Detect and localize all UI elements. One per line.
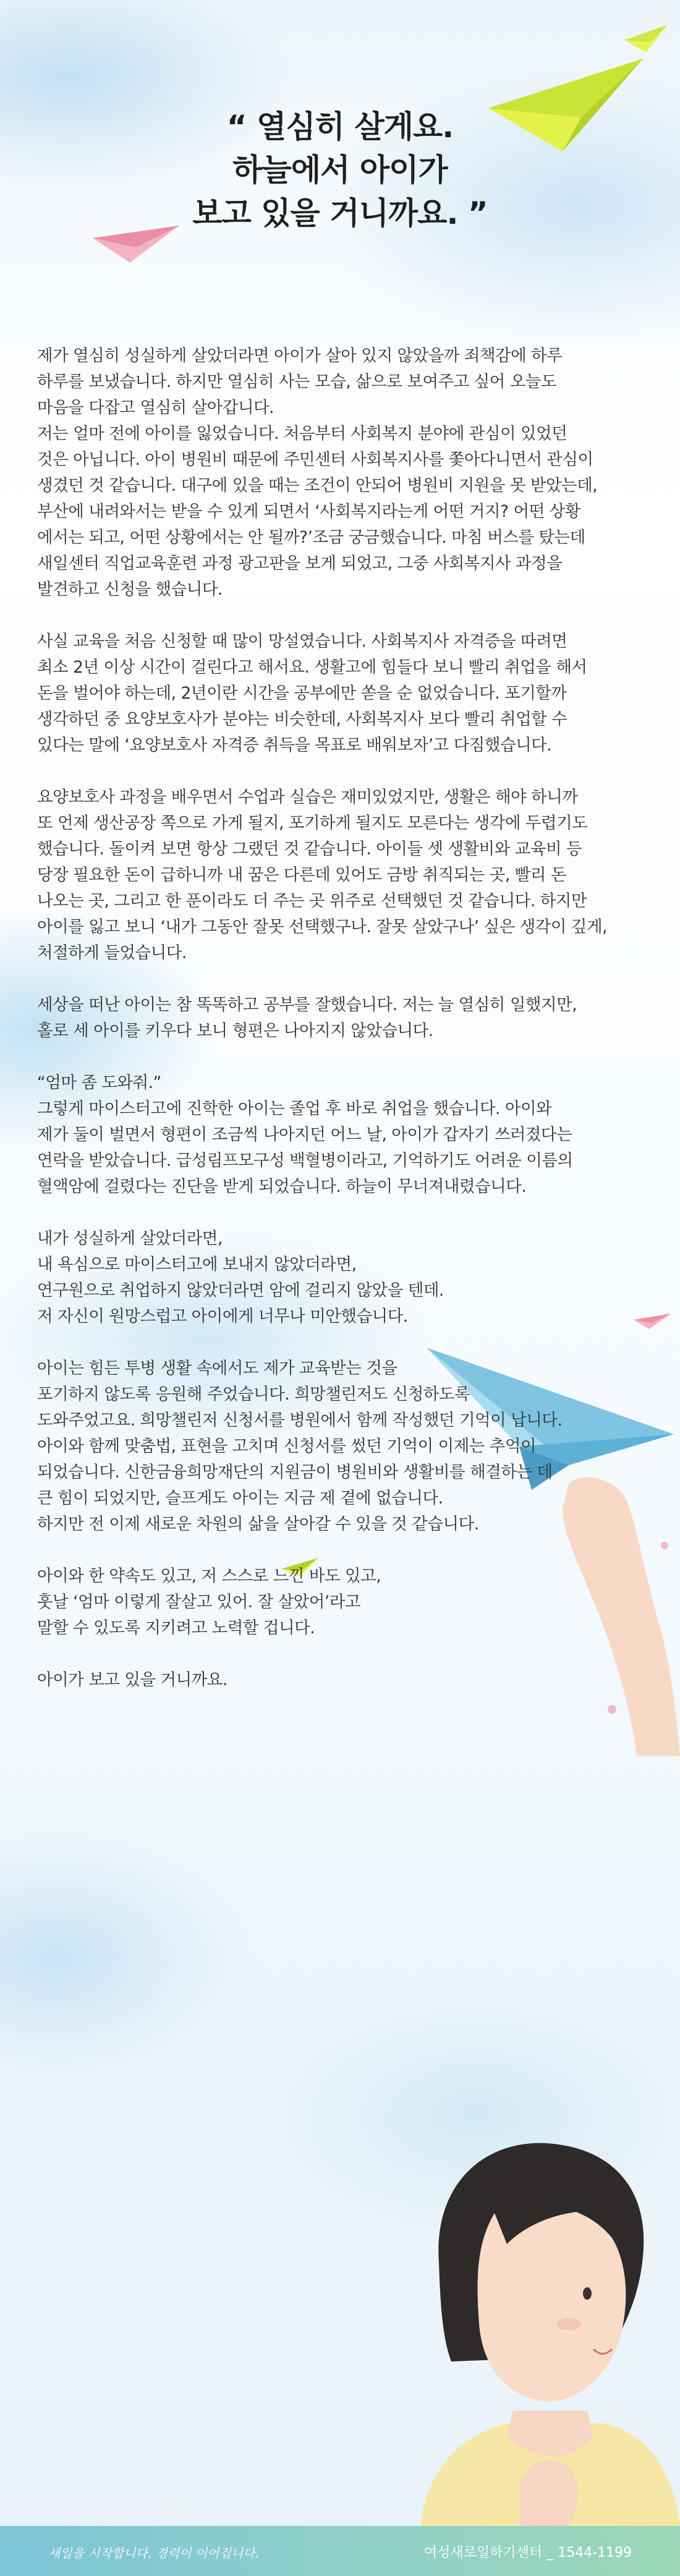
text-line: 나오는 곳, 그리고 한 푼이라도 더 주는 곳 위주로 선택했던 것 같습니다. 하지만 [37, 891, 587, 911]
paragraph-8 [37, 1563, 643, 1641]
text-line: 처절하게 들었습니다. [37, 943, 187, 963]
text-line: 제가 둘이 벌면서 형편이 조금씩 나아지던 어느 날, 아이가 갑자기 쓰러졌다는 [37, 1125, 572, 1144]
text-line: 내가 성실하게 살았더라면, [37, 1229, 223, 1248]
text-line: 홀로 세 아이를 키우다 보니 형편은 나아지지 않았습니다. [37, 1021, 433, 1040]
text-line: 했습니다. 돌이켜 보면 항상 그랬던 것 같습니다. 아이들 셋 생활비와 교육비 등 [37, 840, 582, 859]
text-line: 훗날 ‘엄마 이렇게 잘살고 있어. 잘 살았어’라고 [37, 1592, 361, 1612]
text-line: 말할 수 있도록 지키려고 노력할 겁니다. [37, 1618, 315, 1638]
text-line: 발견하고 신청을 했습니다. [37, 580, 223, 599]
text-line: 저는 얼마 전에 아이를 잃었습니다. 처음부터 사회복지 분야에 관심이 있었던 [37, 424, 567, 443]
text-line: 아이는 힘든 투병 생활 속에서도 제가 교육받는 것을 [37, 1359, 397, 1378]
text-line: 제가 열심히 성실하게 살았더라면 아이가 살아 있지 않았을까 죄책감에 하루 [37, 346, 563, 365]
title-line: “ 열심히 살게요. [226, 109, 454, 145]
text-line: 아이가 보고 있을 거니까요. [37, 1670, 227, 1690]
text-line: “엄마 좀 도와줘.” [37, 1073, 161, 1092]
title-line: 보고 있을 거니까요. ” [192, 195, 488, 231]
text-line: 포기하지 않도록 응원해 주었습니다. 희망챌린저도 신청하도록 [37, 1385, 470, 1404]
text-line: 마음을 다잡고 열심히 살아갑니다. [37, 398, 274, 417]
text-line: 도와주었고요. 희망챌린저 신청서를 병원에서 함께 작성했던 기억이 납니다. [37, 1411, 563, 1430]
paragraph-3 [37, 784, 643, 966]
text-line: 저 자신이 원망스럽고 아이에게 너무나 미안했습니다. [37, 1307, 408, 1326]
text-line: 연락을 받았습니다. 급성림프모구성 백혈병이라고, 기억하기도 어려운 이름의 [37, 1151, 573, 1170]
text-line: 아이와 한 약속도 있고, 저 스스로 느낀 바도 있고, [37, 1566, 381, 1586]
text-line: 내 욕심으로 마이스터고에 보내지 않았더라면, [37, 1255, 357, 1274]
text-line: 돈을 벌어야 하는데, 2년이란 시간을 공부에만 쏟을 순 없었습니다. 포기할까 [37, 684, 567, 703]
footer-slogan: 새일을 시작합니다. 경력이 이어집니다. [48, 2546, 259, 2561]
text-line: 또 언제 생산공장 쪽으로 가게 될지, 포기하게 될지도 모른다는 생각에 두렵기도 [37, 814, 588, 833]
paragraph-9 [37, 1667, 643, 1693]
text-line: 연구원으로 취업하지 않았더라면 암에 걸리지 않았을 텐데. [37, 1281, 444, 1300]
text-line: 것은 아닙니다. 아이 병원비 때문에 주민센터 사회복지사를 쫓아다니면서 관심이 [37, 450, 593, 469]
text-line: 아이를 잃고 보니 ‘내가 그동안 잘못 선택했구나. 잘못 살았구나’ 싶은 생각이 깊게, [37, 917, 608, 937]
paragraph-5 [37, 1070, 643, 1200]
text-line: 생겼던 것 같습니다. 대구에 있을 때는 조건이 안되어 병원비 지원을 못 받았는데, [37, 476, 598, 495]
text-line: 당장 필요한 돈이 급하니까 내 꿈은 다른데 있어도 금방 취직되는 곳, 빨리 돈 [37, 865, 566, 885]
footer-bar [0, 2526, 680, 2576]
text-line: 사실 교육을 처음 신청할 때 많이 망설였습니다. 사회복지사 자격증을 따려면 [37, 632, 567, 651]
text-line: 생각하던 중 요양보호사가 분야는 비슷한데, 사회복지사 보다 빨리 취업할 수 [37, 710, 567, 729]
text-line: 하지만 전 이제 새로운 차원의 삶을 살아갈 수 있을 것 같습니다. [37, 1515, 479, 1534]
text-line: 그렇게 마이스터고에 진학한 아이는 졸업 후 바로 취업을 했습니다. 아이와 [37, 1099, 552, 1118]
footer-contact: 여성새로일하기센터 _ 1544-1199 [423, 2545, 632, 2561]
text-line: 부산에 내려와서는 받을 수 있게 되면서 ‘사회복지라는게 어떤 거지? 어떤 상황 [37, 502, 580, 521]
text-line: 세상을 떠난 아이는 참 똑똑하고 공부를 잘했습니다. 저는 늘 열심히 일했지만, [37, 995, 577, 1014]
text-line: 에서는 되고, 어떤 상황에서는 안 될까?’조금 궁금했습니다. 마침 버스를 탔는데 [37, 528, 585, 547]
paragraph-2 [37, 629, 643, 759]
page-title [0, 105, 680, 235]
yellow-paper-plane-icon-small [624, 25, 668, 53]
text-line: 되었습니다. 신한금융희망재단의 지원금이 병원비와 생활비를 해결하는 데 [37, 1463, 553, 1482]
title-line: 하늘에서 아이가 [232, 152, 448, 188]
paragraph-4 [37, 992, 643, 1044]
text-line: 아이와 함께 맞춤법, 표현을 고치며 신청서를 썼던 기억이 이제는 추억이 [37, 1437, 537, 1456]
text-line: 요양보호사 과정을 배우면서 수업과 실습은 재미있었지만, 생활은 해야 하니까 [37, 788, 578, 807]
text-line: 최소 2년 이상 시간이 걸린다고 해서요. 생활고에 힘들다 보니 빨리 취업을 해서 [37, 658, 587, 677]
text-line: 새일센터 직업교육훈련 과정 광고판을 보게 되었고, 그중 사회복지사 과정을 [37, 554, 563, 573]
paragraph-1 [37, 343, 643, 603]
paragraph-7 [37, 1356, 643, 1537]
text-line: 큰 힘이 되었지만, 슬프게도 아이는 지금 제 곁에 없습니다. [37, 1489, 443, 1508]
text-line: 있다는 말에 ‘요양보호사 자격증 취득을 목표로 배워보자’고 다짐했습니다. [37, 736, 552, 755]
girl-looking-up-illustration [383, 2089, 680, 2526]
text-line: 혈액암에 걸렸다는 진단을 받게 되었습니다. 하늘이 무너져내렸습니다. [37, 1177, 527, 1196]
text-line: 하루를 보냈습니다. 하지만 열심히 사는 모습, 삶으로 보여주고 싶어 오늘도 [37, 372, 557, 391]
paragraph-6 [37, 1226, 643, 1330]
story-body [37, 343, 643, 1719]
